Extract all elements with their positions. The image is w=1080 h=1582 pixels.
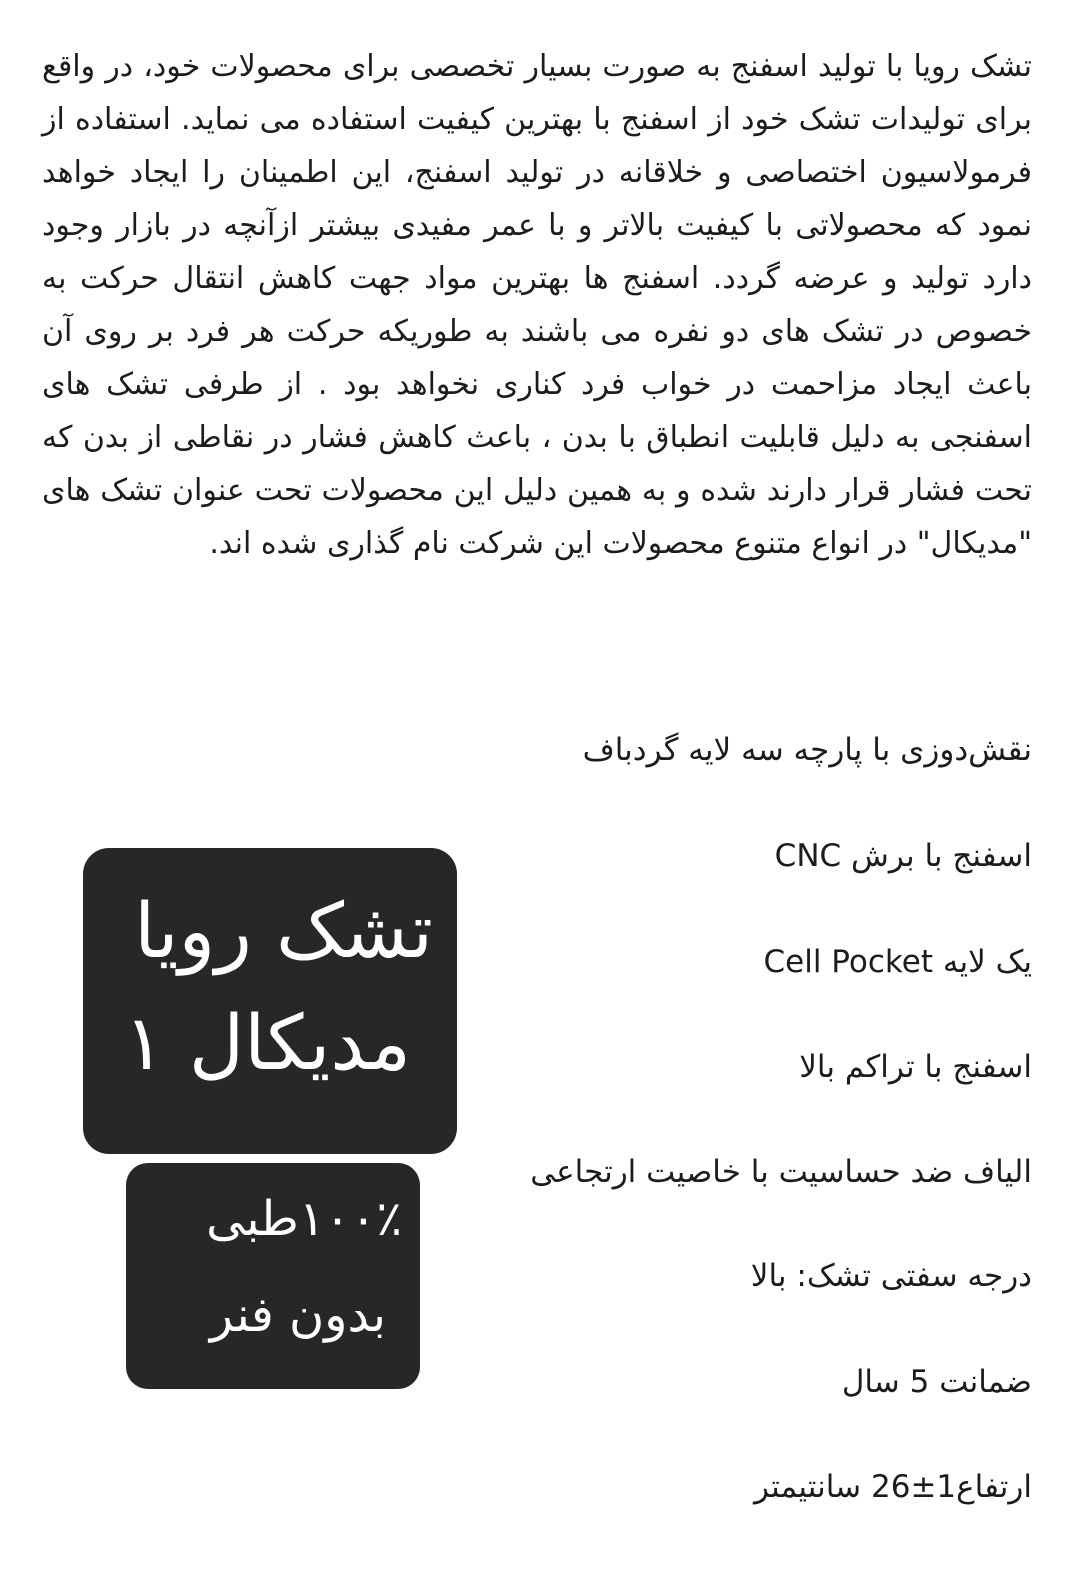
feature-cnc-cut: اسفنج با برش CNC: [774, 838, 1032, 874]
feature-fabric: نقش‌دوزی با پارچه سه لایه گردباف: [582, 732, 1032, 768]
product-title-badge: [83, 848, 457, 1154]
feature-anti-allergy: الیاف ضد حساسیت با خاصیت ارتجاعی: [530, 1154, 1032, 1190]
badge-title-brand: تشک رویا: [134, 886, 433, 975]
feature-cell-pocket: یک لایه Cell Pocket: [763, 944, 1032, 980]
badge-medical-percent: ۱۰۰٪طبی: [206, 1191, 402, 1247]
feature-firmness: درجه سفتی تشک: بالا: [750, 1258, 1032, 1294]
product-type-badge: [126, 1163, 420, 1389]
badge-title-model: مدیکال ۱: [123, 998, 411, 1087]
feature-high-density: اسفنج با تراکم بالا: [799, 1049, 1032, 1085]
badge-no-spring: بدون فنر: [209, 1287, 386, 1343]
product-description: تشک رویا با تولید اسفنج به صورت بسیار تخصصی برای محصولات خود، در واقع برای تولیدات تشک خود از اسفنج با بهترین کیفیت استفاده می نماید. استفاده از فرمولاسیون اختصاصی و خلاقانه در تولید اسفنج، این اطمینان را ایجاد خواهد نمود که محصولاتی با کیفیت بالاتر و با عمر مفیدی بیشتر ازآنچه در بازار وجود دارد تولید و عرضه گردد. اسفنج ها بهترین مواد جهت کاهش انتقال حرکت به خصوص در تشک های دو نفره می باشند به طوریکه حرکت هر فرد بر روی آن باعث ایجاد مزاحمت در خواب فرد کناری نخواهد بود . از طرفی تشک های اسفنجی به دلیل قابلیت انطباق با بدن ، باعث کاهش فشار در نقاطی از بدن که تحت فشار قرار دارند شده و به همین دلیل این محصولات تحت عنوان تشک های "مدیکال" در انواع متنوع محصولات این شرکت نام گذاری شده اند.: [42, 49, 1032, 561]
feature-warranty: ضمانت 5 سال: [841, 1364, 1032, 1400]
feature-height: ارتفاع1±26 سانتیمتر: [753, 1469, 1032, 1505]
